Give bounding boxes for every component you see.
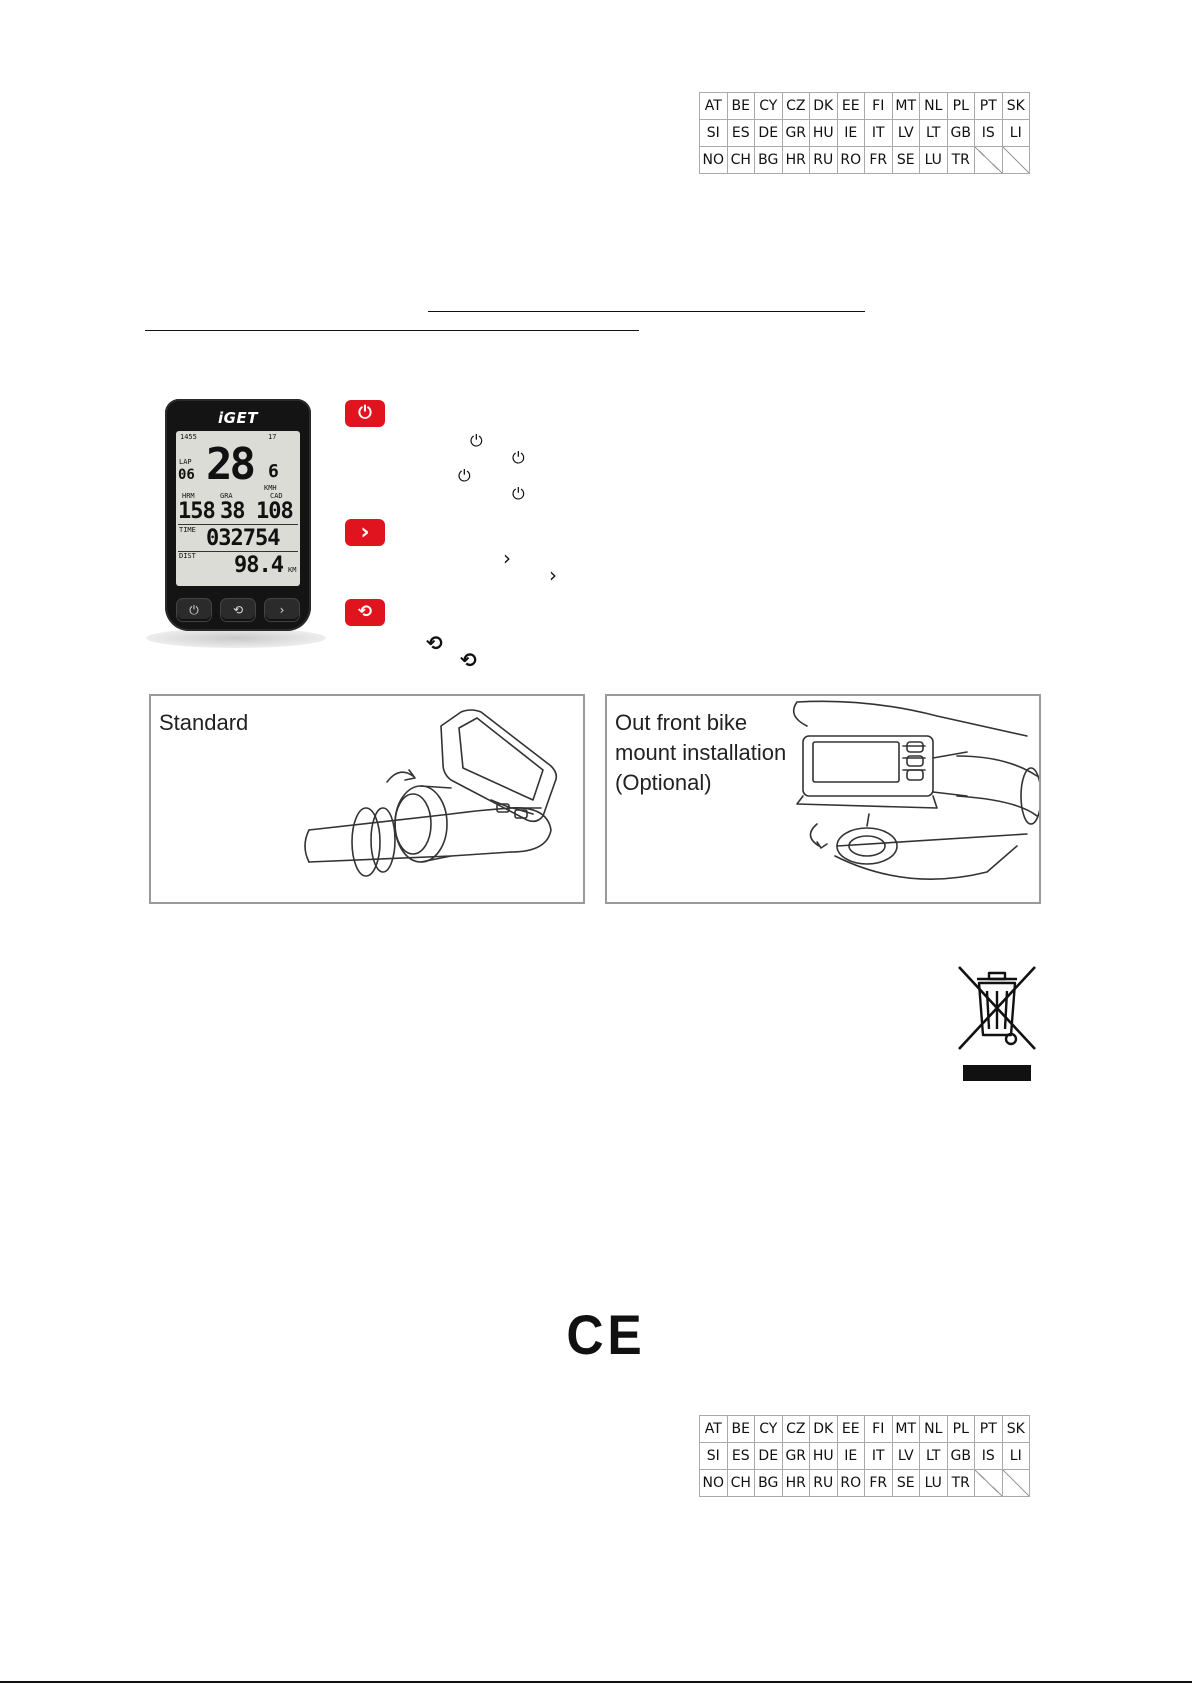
country-code-cell: SI: [700, 1443, 728, 1470]
country-code-cell: NO: [700, 147, 728, 174]
lcd-dist-label: DIST: [179, 552, 196, 560]
country-table-row: [700, 147, 1030, 174]
country-code-cell: BG: [755, 1470, 783, 1497]
lap-button-icon: ⟲: [345, 599, 385, 626]
country-code-cell: BE: [727, 93, 755, 120]
country-code-cell: SK: [1002, 1416, 1030, 1443]
country-code-cell: TR: [947, 147, 975, 174]
lcd-time-label: TIME: [179, 526, 196, 534]
country-code-cell: LV: [892, 1443, 920, 1470]
country-code-cell: DE: [755, 1443, 783, 1470]
country-code-cell: CH: [727, 147, 755, 174]
lcd-hrm-value: 158: [178, 499, 215, 524]
country-code-cell: AT: [700, 1416, 728, 1443]
country-code-cell: IT: [865, 120, 893, 147]
country-code-cell: LU: [920, 147, 948, 174]
lcd-cad-label: CAD: [270, 492, 283, 500]
lcd-dist-unit: KM: [288, 566, 297, 574]
country-code-cell: LV: [892, 120, 920, 147]
country-table-row: [700, 93, 1030, 120]
country-code-cell: CY: [755, 93, 783, 120]
lcd-cad-value: 108: [256, 499, 293, 524]
country-code-cell: FI: [865, 93, 893, 120]
outfront-mount-illustration: [607, 696, 1039, 902]
standard-mount-label: Standard: [159, 710, 249, 735]
empty-cell: [975, 1470, 1003, 1497]
lcd-temp: 17: [268, 433, 277, 441]
country-code-cell: HU: [810, 1443, 838, 1470]
country-code-cell: LI: [1002, 1443, 1030, 1470]
outfront-mount-label-line1: Out front bike: [615, 710, 748, 735]
country-code-cell: HR: [782, 147, 810, 174]
country-code-cell: MT: [892, 1416, 920, 1443]
country-table-row: [700, 1416, 1030, 1443]
country-code-cell: NL: [920, 93, 948, 120]
country-code-cell: LU: [920, 1470, 948, 1497]
country-code-cell: FR: [865, 147, 893, 174]
country-code-cell: RU: [810, 1470, 838, 1497]
bike-computer-image: [147, 399, 327, 637]
country-code-cell: IE: [837, 1443, 865, 1470]
country-code-cell: HR: [782, 1470, 810, 1497]
country-code-cell: NL: [920, 1416, 948, 1443]
country-code-cell: ES: [727, 1443, 755, 1470]
country-code-cell: PL: [947, 1416, 975, 1443]
country-code-cell: RO: [837, 147, 865, 174]
outfront-mount-label-line2: mount installation: [615, 740, 787, 765]
empty-cell: [975, 147, 1003, 174]
country-code-cell: TR: [947, 1470, 975, 1497]
country-code-cell: ES: [727, 120, 755, 147]
country-code-cell: LI: [1002, 120, 1030, 147]
country-code-cell: CY: [755, 1416, 783, 1443]
lcd-dist-value: 98.4: [234, 553, 283, 578]
country-code-cell: CZ: [782, 93, 810, 120]
device-body: [165, 399, 311, 631]
chevron-right-icon: ›: [503, 546, 511, 570]
outfront-mount-label-line3: (Optional): [615, 770, 712, 795]
page-bottom-rule: [0, 1681, 1192, 1683]
device-lap-button: ⟲: [221, 599, 255, 621]
country-code-cell: CH: [727, 1470, 755, 1497]
lcd-hrm-label: HRM: [182, 492, 195, 500]
power-icon: ⏻: [512, 448, 525, 467]
ce-mark: CE: [566, 1303, 646, 1366]
country-table-row: [700, 120, 1030, 147]
country-code-cell: IE: [837, 120, 865, 147]
country-code-cell: GB: [947, 120, 975, 147]
country-code-cell: PT: [975, 1416, 1003, 1443]
lcd-lap-value: 06: [178, 467, 195, 483]
country-code-cell: NO: [700, 1470, 728, 1497]
chevron-right-icon: ›: [549, 563, 557, 587]
country-code-cell: LT: [920, 120, 948, 147]
device-power-button: ⏻: [177, 599, 211, 621]
country-code-cell: BE: [727, 1416, 755, 1443]
underline-2: [145, 330, 639, 331]
country-code-cell: LT: [920, 1443, 948, 1470]
country-code-cell: IS: [975, 120, 1003, 147]
empty-cell: [1002, 1470, 1030, 1497]
country-code-cell: PL: [947, 93, 975, 120]
country-code-cell: FI: [865, 1416, 893, 1443]
device-next-button: ›: [265, 599, 299, 621]
lcd-gra-label: GRA: [220, 492, 233, 500]
country-code-table-top: [699, 92, 1030, 174]
country-code-cell: GR: [782, 1443, 810, 1470]
country-code-cell: DK: [810, 1416, 838, 1443]
country-code-cell: IT: [865, 1443, 893, 1470]
country-code-cell: CZ: [782, 1416, 810, 1443]
country-code-cell: AT: [700, 93, 728, 120]
country-code-cell: HU: [810, 120, 838, 147]
country-table-row: [700, 1443, 1030, 1470]
power-button-icon: ⏻: [345, 400, 385, 427]
country-code-cell: GB: [947, 1443, 975, 1470]
lcd-time-value: 032754: [206, 526, 280, 551]
lap-icon: ⟲: [426, 631, 443, 655]
country-code-cell: RU: [810, 147, 838, 174]
country-code-cell: DE: [755, 120, 783, 147]
power-icon: ⏻: [458, 466, 471, 485]
power-icon: ⏻: [470, 431, 483, 450]
country-code-cell: MT: [892, 93, 920, 120]
country-code-cell: BG: [755, 147, 783, 174]
country-code-cell: IS: [975, 1443, 1003, 1470]
empty-cell: [1002, 147, 1030, 174]
outfront-mount-panel: [605, 694, 1041, 904]
country-code-cell: FR: [865, 1470, 893, 1497]
next-button-icon: ›: [345, 519, 385, 546]
country-code-cell: EE: [837, 93, 865, 120]
country-code-table-bottom: [699, 1415, 1030, 1497]
lap-icon: ⟲: [460, 648, 477, 672]
device-lcd: [176, 431, 300, 586]
country-code-cell: SK: [1002, 93, 1030, 120]
underline-1: [428, 311, 865, 312]
country-code-cell: SI: [700, 120, 728, 147]
lcd-lap-label: LAP: [179, 458, 192, 466]
lcd-clock: 1455: [180, 433, 197, 441]
country-table-row: [700, 1470, 1030, 1497]
device-logo: iGET: [218, 409, 258, 427]
weee-crossed-bin-icon: [955, 965, 1039, 1085]
lcd-speed-unit: KMH: [264, 484, 277, 492]
country-code-cell: EE: [837, 1416, 865, 1443]
country-code-cell: GR: [782, 120, 810, 147]
country-code-cell: SE: [892, 147, 920, 174]
standard-mount-illustration: [151, 696, 583, 902]
country-code-cell: PT: [975, 93, 1003, 120]
lcd-speed: 28: [206, 439, 253, 490]
power-icon: ⏻: [512, 484, 525, 503]
country-code-cell: DK: [810, 93, 838, 120]
lcd-speed-decimal: 6: [268, 461, 278, 482]
country-code-cell: SE: [892, 1470, 920, 1497]
standard-mount-panel: [149, 694, 585, 904]
lcd-gra-value: 38: [220, 499, 245, 524]
country-code-cell: RO: [837, 1470, 865, 1497]
